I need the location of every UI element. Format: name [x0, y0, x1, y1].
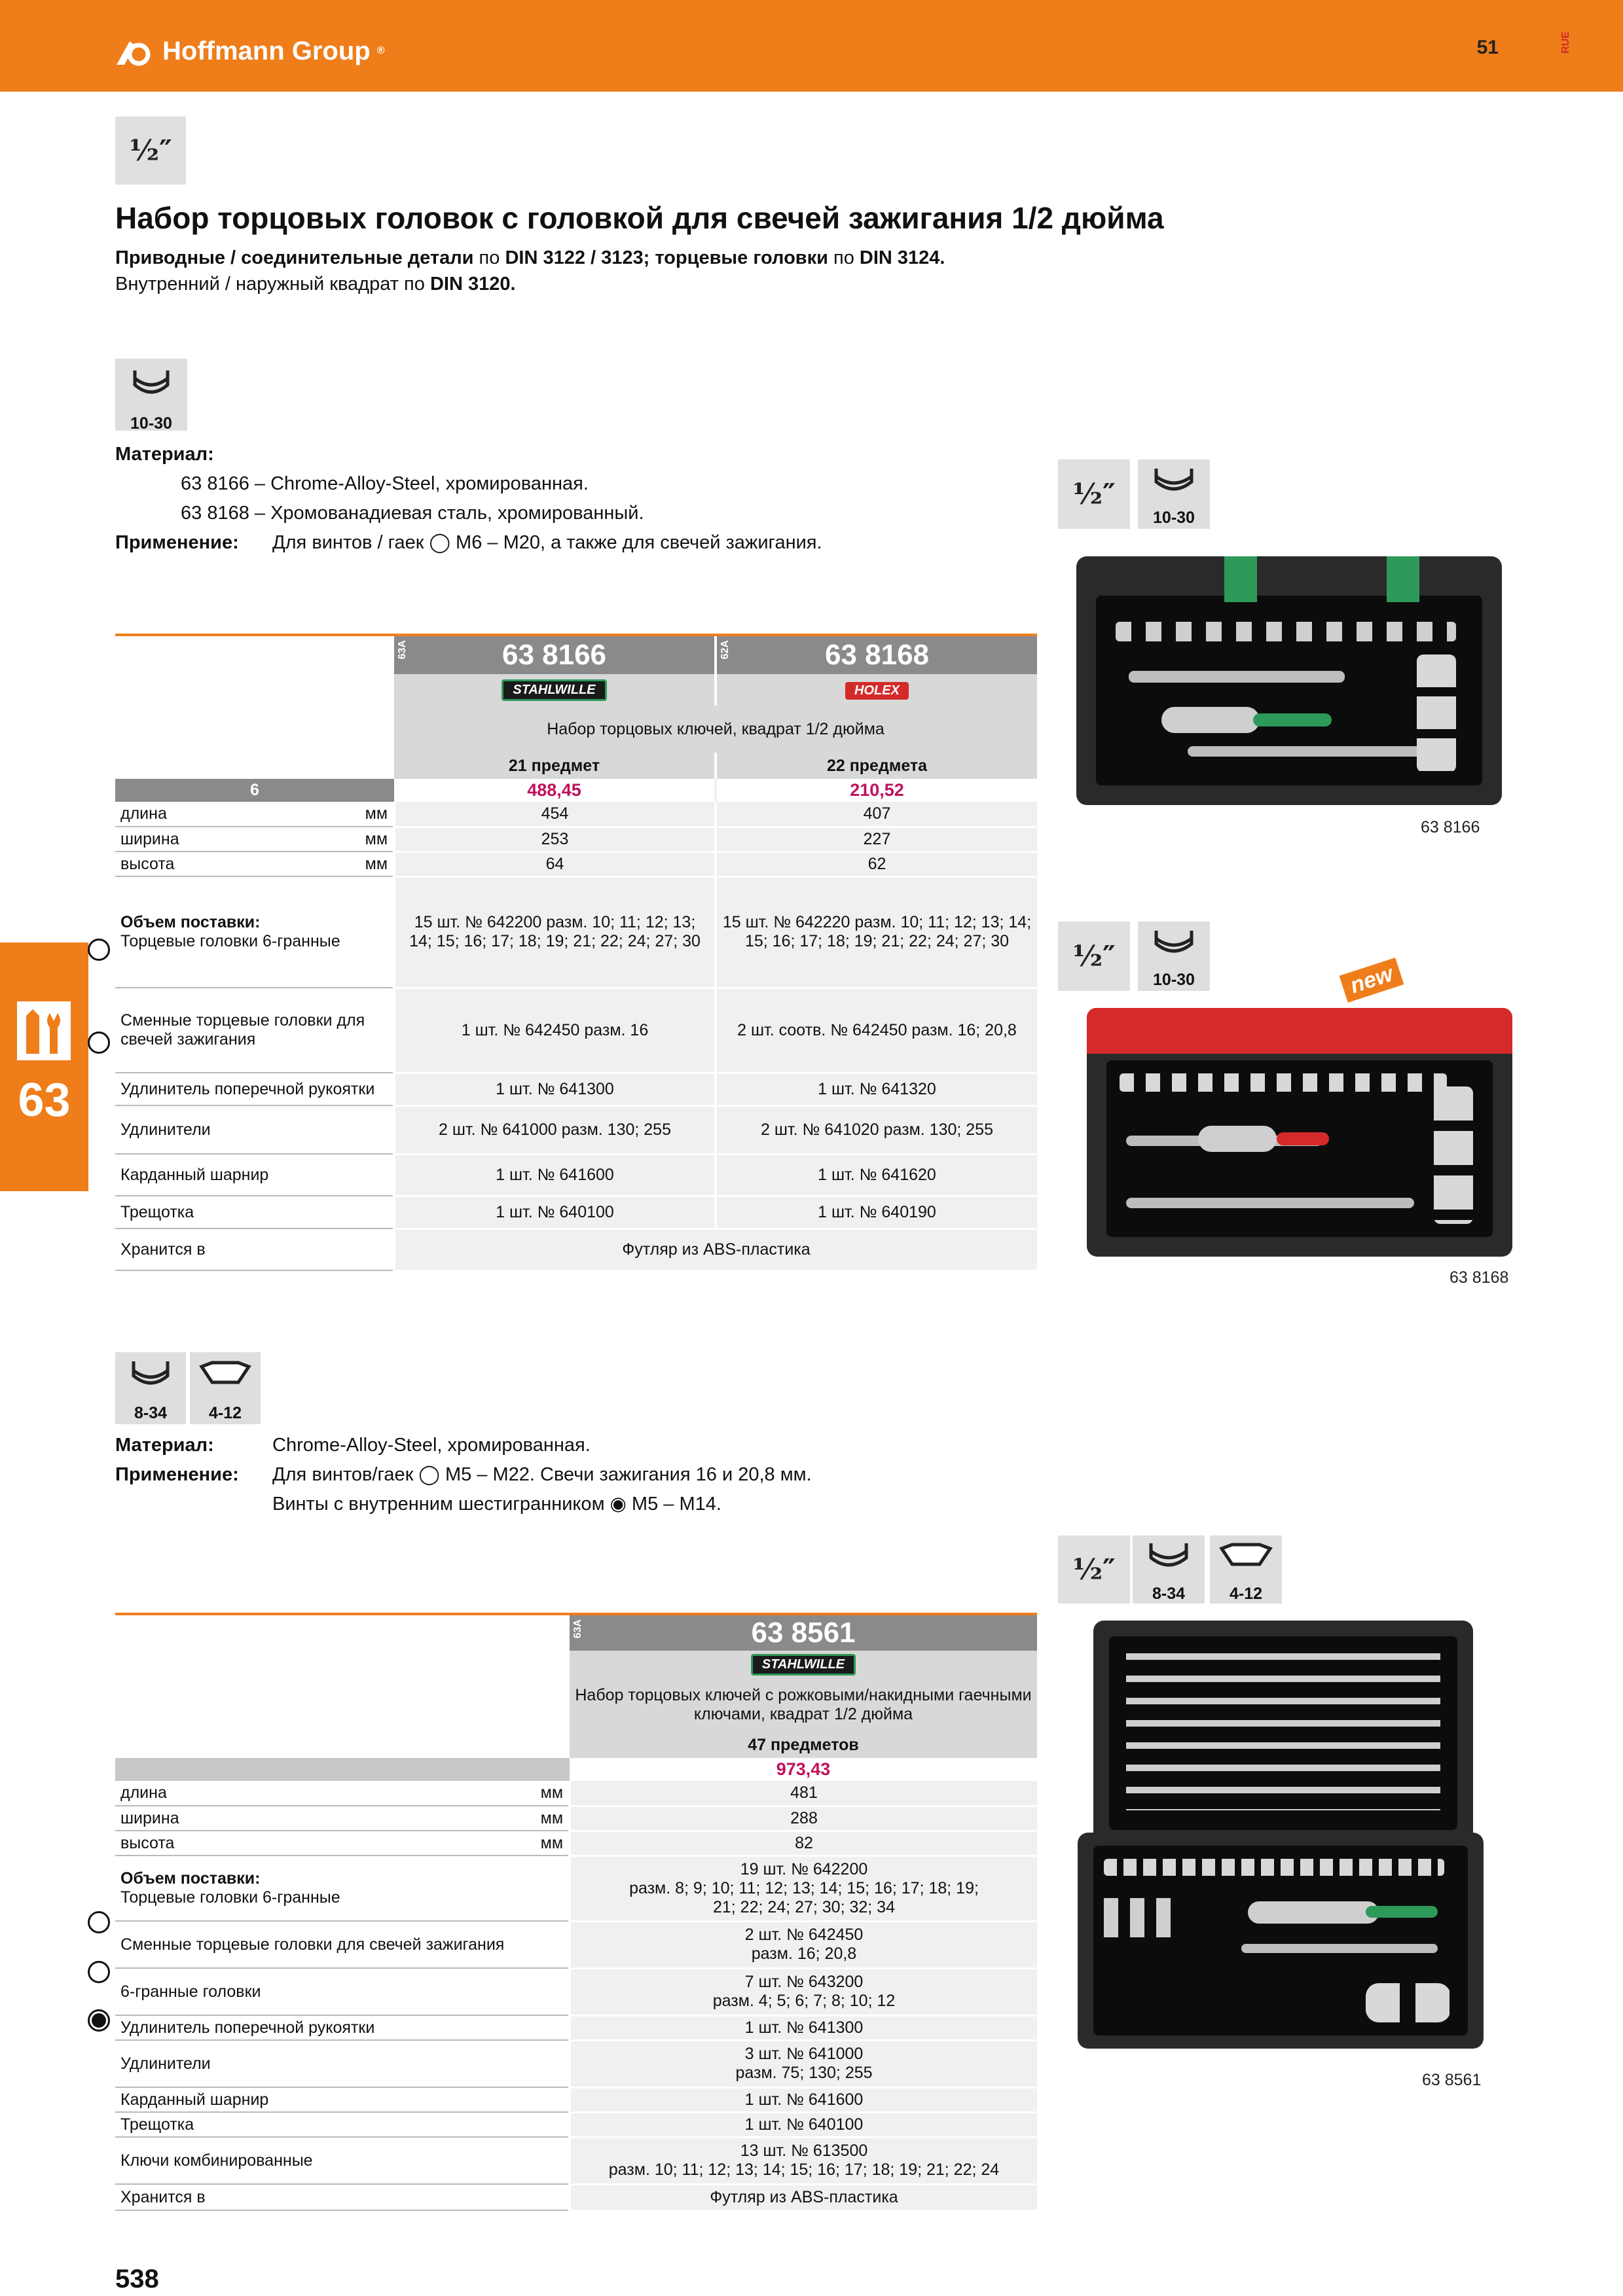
subtitle-part: DIN 3124.	[859, 247, 945, 268]
row-label-storage: Хранится в	[115, 1229, 394, 1270]
product-image-638166[interactable]	[1076, 556, 1502, 805]
hex-size-range: 4-12	[1229, 1585, 1263, 1603]
combo-3	[570, 2137, 1037, 2184]
price-value: 210,52	[850, 780, 904, 800]
stahlwille-logo: STAHLWILLE	[751, 1654, 856, 1676]
spec-table-2	[115, 1615, 1037, 2212]
socket-size-range: 10-30	[1153, 509, 1195, 527]
price-group-tag: 63A	[397, 640, 408, 660]
empty-cell	[115, 1732, 570, 1758]
row-label-sockets	[115, 876, 394, 988]
row-label-storage: Хранится в	[115, 2184, 570, 2210]
joint-1: 1 шт. № 641600	[394, 1154, 716, 1196]
ext-line: 3 шт. № 641000	[744, 2045, 864, 2063]
sockets-label: Торцевые головки 6-гранные	[120, 932, 340, 950]
sockets-line: 21; 22; 24; 27; 30; 32; 34	[712, 1897, 895, 1916]
row-label-length: длина	[115, 802, 331, 827]
ext-1: 2 шт. № 641000 разм. 130; 255	[394, 1105, 716, 1154]
page-number: 51	[1476, 37, 1499, 58]
product-number-text: 63 8166	[501, 639, 607, 671]
subtitle-part: DIN 3122 / 3123; торцевые головки	[505, 247, 828, 268]
unit: мм	[331, 852, 394, 876]
subtitle	[115, 245, 945, 297]
size-label: ½″	[1058, 459, 1130, 529]
unit: мм	[331, 802, 394, 827]
set-name: Набор торцовых ключей, квадрат 1/2 дюйма	[547, 719, 884, 738]
application-text-1: Для винтов/гаек ◯ M5 – M22. Свечи зажигания 16 и 20,8 мм.	[272, 1464, 812, 1485]
length-3: 481	[570, 1781, 1037, 1806]
hex-line: разм. 4; 5; 6; 7; 8; 10; 12	[712, 1992, 896, 2010]
piece-count-2: 22 предмета	[716, 753, 1037, 779]
sockets-line: разм. 8; 9; 10; 11; 12; 13; 14; 15; 16; 17; 18; 19;	[629, 1878, 979, 1897]
width-2: 227	[716, 827, 1037, 852]
joint-3: 1 шт. № 641600	[570, 2087, 1037, 2112]
brand-cell-1	[394, 674, 716, 706]
row-label-length: длина	[115, 1781, 482, 1806]
spark-3	[570, 1921, 1037, 1968]
subtitle-part: по	[828, 247, 860, 268]
height-2: 62	[716, 852, 1037, 876]
unit: мм	[482, 1806, 570, 1831]
joint-2: 1 шт. № 641620	[716, 1154, 1037, 1196]
application-text-2: Винты с внутренним шестигранником ◉ M5 – M14.	[272, 1494, 721, 1515]
hex-bit-icon	[190, 1352, 261, 1424]
empty-cell	[115, 706, 394, 753]
sockets-1: 15 шт. № 642200 разм. 10; 11; 12; 13; 14; 15; 16; 17; 18; 19; 21; 22; 24; 27; 30	[394, 876, 716, 988]
piece-count-1: 21 предмет	[508, 756, 600, 775]
material-text: Chrome-Alloy-Steel, хромированная.	[272, 1435, 591, 1456]
chapter-number: 63	[18, 1074, 71, 1126]
brand-cell-2	[716, 674, 1037, 706]
stahlwille-logo: STAHLWILLE	[501, 679, 606, 701]
row-label-joint: Карданный шарнир	[115, 2087, 570, 2112]
row-label-combo: Ключи комбинированные	[115, 2137, 570, 2184]
hex-nut-outline-icon	[88, 1031, 110, 1054]
row-label-ext: Удлинители	[115, 1105, 394, 1154]
subtitle-part: Приводные / соединительные детали	[115, 247, 474, 268]
brand-logo[interactable]	[115, 31, 385, 71]
cross-1: 1 шт. № 641300	[394, 1073, 716, 1105]
sockets-line: 19 шт. № 642200	[740, 1859, 868, 1878]
spark-2: 2 шт. соотв. № 642450 разм. 16; 20,8	[716, 988, 1037, 1073]
image-caption: 63 8166	[1421, 818, 1480, 836]
row-label-cross: Удлинитель поперечной рукоятки	[115, 2015, 570, 2040]
brand-cell-3	[570, 1651, 1037, 1678]
product-number-3[interactable]	[570, 1615, 1037, 1651]
combo-line: 13 шт. № 613500	[740, 2142, 868, 2160]
unit: мм	[482, 1781, 570, 1806]
row-label-ext: Удлинители	[115, 2040, 570, 2087]
ratchet-1: 1 шт. № 640100	[394, 1196, 716, 1229]
row-label-joint: Карданный шарнир	[115, 1154, 394, 1196]
empty-cell	[115, 1651, 570, 1678]
unit: мм	[331, 827, 394, 852]
set-name-2	[570, 1678, 1037, 1732]
image-caption: 63 8168	[1450, 1268, 1509, 1287]
edition-code: RUE	[1560, 31, 1571, 54]
empty-cell	[115, 753, 394, 779]
product-image-638561-lid[interactable]	[1093, 1621, 1473, 1843]
price-unit-code: 6	[115, 779, 394, 802]
ext-3	[570, 2040, 1037, 2087]
ext-2: 2 шт. № 641020 разм. 130; 255	[716, 1105, 1037, 1154]
length-1: 454	[394, 802, 716, 827]
piece-count-3: 47 предметов	[748, 1735, 859, 1754]
scope-label: Объем поставки:	[120, 913, 261, 931]
socket-icon	[115, 1352, 186, 1424]
material-label: Материал:	[115, 1435, 214, 1456]
hex-socket-filled-icon	[88, 2009, 110, 2032]
application-label: Применение:	[115, 1464, 239, 1485]
hex-nut-outline-icon	[88, 939, 110, 961]
spec-table-1	[115, 636, 1037, 1272]
material-block-2	[115, 1431, 1032, 1519]
empty-cell	[115, 1615, 570, 1651]
footer-page-number: 538	[115, 2265, 159, 2293]
size-label: ½″	[1058, 1535, 1130, 1604]
row-label-cross: Удлинитель поперечной рукоятки	[115, 1073, 394, 1105]
scope-label: Объем поставки:	[120, 1869, 261, 1888]
application-text: Для винтов / гаек ◯ M6 – M20, а также для свечей зажигания.	[272, 532, 822, 553]
cross-3: 1 шт. № 641300	[570, 2015, 1037, 2040]
row-label-ratchet: Трещотка	[115, 2112, 570, 2137]
row-label-spark: Сменные торцевые головки для свечей зажигания	[115, 988, 394, 1073]
tools-icon	[17, 1001, 71, 1060]
row-label-width: ширина	[115, 827, 331, 852]
sockets-label: Торцевые головки 6-гранные	[120, 1888, 340, 1907]
row-label-sockets	[115, 1856, 570, 1921]
empty-cell	[115, 1758, 570, 1781]
hex-size-range: 4-12	[208, 1404, 242, 1422]
brand-name: Hoffmann Group	[162, 36, 371, 65]
size-label: ½″	[1058, 922, 1130, 991]
height-1: 64	[394, 852, 716, 876]
socket-size-range: 10-30	[1153, 971, 1195, 989]
material-2: 63 8168 – Хромованадиевая сталь, хромированный.	[181, 503, 644, 524]
empty-cell	[115, 1678, 570, 1732]
product-number-text: 63 8168	[824, 639, 930, 671]
empty-cell	[115, 674, 394, 706]
hex-bit-icon	[1210, 1535, 1282, 1604]
subtitle-part: по	[473, 247, 505, 268]
product-image-638168[interactable]	[1087, 1008, 1512, 1257]
price-1	[394, 779, 716, 802]
ratchet-2: 1 шт. № 640190	[716, 1196, 1037, 1229]
subtitle-part: Внутренний / наружный квадрат по	[115, 274, 430, 295]
material-label: Материал:	[115, 444, 214, 465]
cross-2: 1 шт. № 641320	[716, 1073, 1037, 1105]
spark-line: разм. 16; 20,8	[751, 1945, 857, 1963]
registered-mark: ®	[376, 45, 385, 56]
socket-icon	[1133, 1535, 1205, 1604]
set-name-line: ключами, квадрат 1/2 дюйма	[693, 1705, 913, 1723]
length-2: 407	[716, 802, 1037, 827]
set-name-line: Набор торцовых ключей с рожковыми/накидными гаечными	[575, 1686, 1032, 1704]
subtitle-part: DIN 3120.	[429, 274, 516, 295]
price-2	[716, 779, 1037, 802]
product-number-2[interactable]	[716, 636, 1037, 674]
price-value: 973,43	[776, 1759, 831, 1779]
image-caption: 63 8561	[1422, 2071, 1482, 2089]
size-label: ½″	[115, 117, 186, 185]
price-3	[570, 1758, 1037, 1781]
hex-nut-outline-icon	[88, 1911, 110, 1933]
empty-cell	[115, 636, 394, 674]
product-number-1[interactable]	[394, 636, 716, 674]
combo-line: разм. 10; 11; 12; 13; 14; 15; 16; 17; 18; 19; 21; 22; 24	[608, 2161, 1000, 2179]
socket-icon	[115, 359, 187, 431]
price-group-tag: 63A	[572, 1619, 583, 1639]
product-image-638561-base[interactable]	[1078, 1833, 1484, 2049]
hoffmann-logo-icon	[115, 35, 156, 67]
chapter-tab[interactable]	[0, 942, 88, 1191]
hex-nut-outline-icon	[88, 1961, 110, 1983]
socket-icon	[1138, 922, 1210, 991]
price-group-tag: 62A	[720, 640, 731, 660]
width-3: 288	[570, 1806, 1037, 1831]
hex-line: 7 шт. № 643200	[744, 1973, 864, 1991]
material-block	[115, 440, 1032, 558]
new-badge: new	[1340, 958, 1404, 1003]
row-label-height: высота	[115, 852, 331, 876]
unit: мм	[482, 1831, 570, 1856]
sockets-2: 15 шт. № 642220 разм. 10; 11; 12; 13; 14; 15; 16; 17; 18; 19; 21; 22; 24; 27; 30	[716, 876, 1037, 988]
hex-3	[570, 1968, 1037, 2015]
row-label-hex: 6-гранные головки	[115, 1968, 570, 2015]
page-title: Набор торцовых головок с головкой для свечей зажигания 1/2 дюйма	[115, 201, 1164, 235]
spark-line: 2 шт. № 642450	[744, 1926, 864, 1944]
holex-logo: HOLEX	[845, 682, 909, 700]
row-label-width: ширина	[115, 1806, 482, 1831]
socket-size-range: 8-34	[134, 1404, 168, 1422]
product-number-text: 63 8561	[751, 1617, 856, 1649]
socket-size-range: 8-34	[1152, 1585, 1186, 1603]
ratchet-3: 1 шт. № 640100	[570, 2112, 1037, 2137]
sockets-3	[570, 1856, 1037, 1921]
row-label-height: высота	[115, 1831, 482, 1856]
application-label: Применение:	[115, 532, 239, 553]
storage-3: Футляр из ABS-пластика	[570, 2184, 1037, 2210]
socket-icon	[1138, 459, 1210, 529]
row-label-ratchet: Трещотка	[115, 1196, 394, 1229]
row-label-spark: Сменные торцевые головки для свечей зажигания	[115, 1921, 570, 1968]
width-1: 253	[394, 827, 716, 852]
material-1: 63 8166 – Chrome-Alloy-Steel, хромированная.	[181, 473, 589, 494]
price-value: 488,45	[527, 780, 581, 800]
height-3: 82	[570, 1831, 1037, 1856]
storage-value: Футляр из ABS-пластика	[394, 1229, 1037, 1270]
ext-line: разм. 75; 130; 255	[735, 2064, 873, 2082]
spark-1: 1 шт. № 642450 разм. 16	[394, 988, 716, 1073]
socket-size-range: 10-30	[130, 414, 172, 433]
